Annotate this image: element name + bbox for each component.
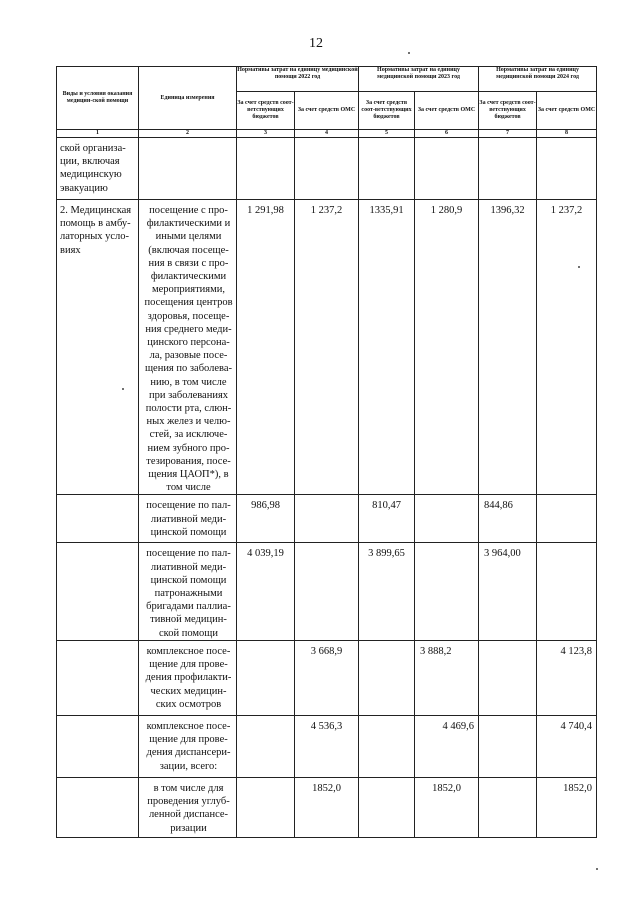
- value-2024-budget: 844,86: [479, 495, 537, 543]
- unit-cell: посещение с про-филактическими и иными целями (включая посеще-ния в связи с про-филактическими мероприятиями, посещения центров здоровья, посеще-ния среднего меди-цинского персона-ла, разовые посе-щения по заболева-нию, в том числе при заболеваниях полости рта, слюн-ных желез и челю-стей, за исключе-нием зубного про-тезирования, посе-щения ЦАОП*), в том числе: [139, 200, 237, 495]
- header-2024-budget: За счет средств соот-ветствующих бюджетов: [479, 92, 537, 130]
- header-2022-oms: За счет средств ОМС: [295, 92, 359, 130]
- care-type-cell: [57, 777, 139, 837]
- column-number: 2: [139, 130, 237, 138]
- care-type-cell: [57, 715, 139, 777]
- value-2022-budget: [237, 715, 295, 777]
- value-2023-oms: 3 888,2: [415, 640, 479, 715]
- unit-cell: комплексное посе-щение для прове-дения профилакти-ческих медицин-ских осмотров: [139, 640, 237, 715]
- value-2024-budget: [479, 640, 537, 715]
- table-row: [57, 777, 597, 837]
- value-2022-budget: [237, 640, 295, 715]
- value-2024-budget: [479, 777, 537, 837]
- value-2023-budget: 810,47: [359, 495, 415, 543]
- value-2022-oms: [295, 138, 359, 200]
- scan-speck: [408, 52, 410, 54]
- value-2023-oms: 1852,0: [415, 777, 479, 837]
- value-2024-oms: 4 740,4: [537, 715, 597, 777]
- header-2022-budget: За счет средств соот-ветствующих бюджетов: [237, 92, 295, 130]
- unit-cell: посещение по пал-лиативной меди-цинской помощи патронажными бригадами паллиа-тивной медицин-ской помощи: [139, 543, 237, 640]
- unit-cell: комплексное посе-щение для прове-дения диспансери-зации, всего:: [139, 715, 237, 777]
- column-number: 4: [295, 130, 359, 138]
- value-2023-oms: 1 280,9: [415, 200, 479, 495]
- table-row: [57, 715, 597, 777]
- value-2023-budget: [359, 138, 415, 200]
- column-number: 7: [479, 130, 537, 138]
- table-row: [57, 543, 597, 640]
- value-2022-budget: 1 291,98: [237, 200, 295, 495]
- care-type-cell: [57, 543, 139, 640]
- value-2022-oms: 3 668,9: [295, 640, 359, 715]
- value-2024-budget: 1396,32: [479, 200, 537, 495]
- page-number: 12: [309, 36, 323, 51]
- value-2023-budget: 1335,91: [359, 200, 415, 495]
- care-type-cell: [57, 640, 139, 715]
- column-number: 5: [359, 130, 415, 138]
- value-2022-budget: 986,98: [237, 495, 295, 543]
- value-2023-budget: 3 899,65: [359, 543, 415, 640]
- header-care-type: Виды и условия оказания медицин-ской помощи: [57, 67, 139, 130]
- scan-speck: [596, 868, 598, 870]
- value-2024-oms: [537, 543, 597, 640]
- value-2024-budget: [479, 715, 537, 777]
- unit-cell: [139, 138, 237, 200]
- header-unit: Единица измерения: [139, 67, 237, 130]
- value-2022-budget: [237, 138, 295, 200]
- unit-cell: посещение по пал-лиативной меди-цинской помощи: [139, 495, 237, 543]
- value-2024-oms: [537, 495, 597, 543]
- unit-cell: в том числе для проведения углуб-ленной диспансе-ризации: [139, 777, 237, 837]
- value-2023-oms: [415, 543, 479, 640]
- header-group-2024: Нормативы затрат на единицу медицинской помощи 2024 год: [479, 67, 597, 92]
- header-group-2023: Нормативы затрат на единицу медицинской помощи 2023 год: [359, 67, 479, 92]
- value-2022-oms: [295, 495, 359, 543]
- cost-norms-table: [56, 66, 597, 838]
- column-number: 6: [415, 130, 479, 138]
- value-2022-oms: 1852,0: [295, 777, 359, 837]
- value-2023-budget: [359, 715, 415, 777]
- header-group-2022: Нормативы затрат на единицу медицинской помощи 2022 год: [237, 67, 359, 92]
- column-number: 3: [237, 130, 295, 138]
- value-2024-oms: 1 237,2: [537, 200, 597, 495]
- care-type-cell: [57, 495, 139, 543]
- care-type-cell: ской организа-ции, включая медицинскую эвакуацию: [57, 138, 139, 200]
- value-2024-oms: 1852,0: [537, 777, 597, 837]
- table-row: [57, 640, 597, 715]
- value-2023-oms: 4 469,6: [415, 715, 479, 777]
- value-2022-budget: [237, 777, 295, 837]
- value-2022-oms: [295, 543, 359, 640]
- value-2023-budget: [359, 777, 415, 837]
- column-number: 8: [537, 130, 597, 138]
- header-2023-budget: За счет средств соот-ветствующих бюджетов: [359, 92, 415, 130]
- value-2024-oms: [537, 138, 597, 200]
- value-2024-budget: [479, 138, 537, 200]
- value-2024-oms: 4 123,8: [537, 640, 597, 715]
- header-2023-oms: За счет средств ОМС: [415, 92, 479, 130]
- value-2022-oms: 1 237,2: [295, 200, 359, 495]
- care-type-cell: 2. Медицинская помощь в амбу-латорных усло-виях: [57, 200, 139, 495]
- table-row: [57, 138, 597, 200]
- value-2022-oms: 4 536,3: [295, 715, 359, 777]
- value-2022-budget: 4 039,19: [237, 543, 295, 640]
- value-2024-budget: 3 964,00: [479, 543, 537, 640]
- value-2023-oms: [415, 138, 479, 200]
- column-number: 1: [57, 130, 139, 138]
- table-row: [57, 200, 597, 495]
- value-2023-budget: [359, 640, 415, 715]
- table-row: [57, 495, 597, 543]
- value-2023-oms: [415, 495, 479, 543]
- header-2024-oms: За счет средств ОМС: [537, 92, 597, 130]
